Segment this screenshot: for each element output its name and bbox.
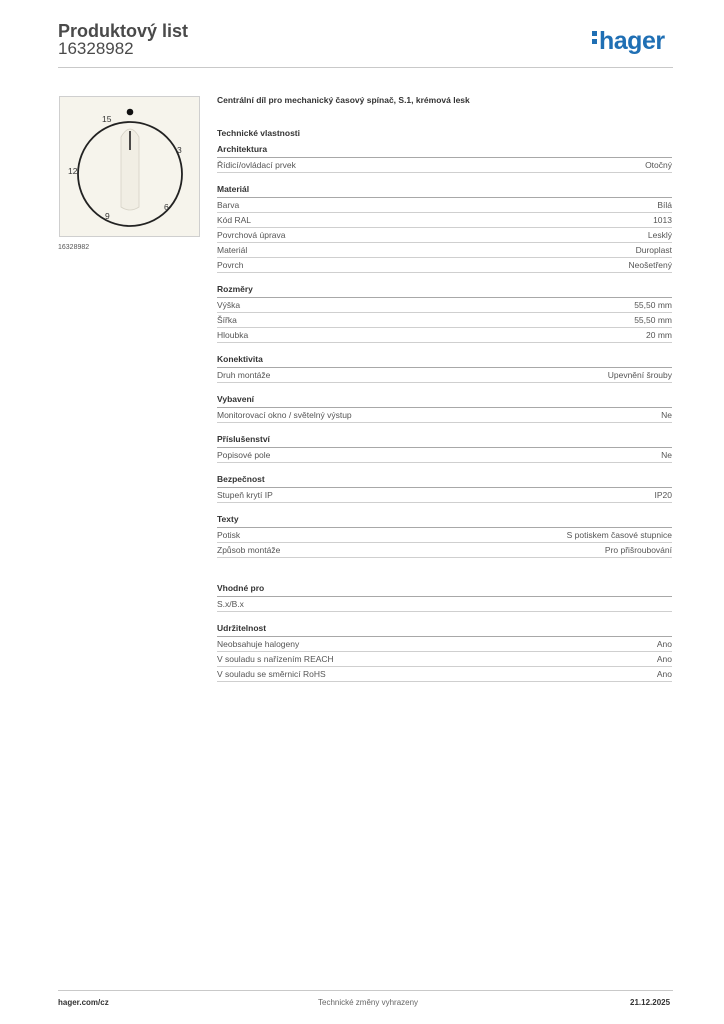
product-image <box>59 96 200 237</box>
spec-value: 55,50 mm <box>634 315 672 325</box>
spec-row <box>217 652 672 667</box>
section-heading: Texty <box>217 514 239 524</box>
spec-label: Povrchová úprava <box>217 230 286 240</box>
section-konektivita <box>217 354 672 383</box>
section-material <box>217 184 672 273</box>
spec-value: Neošetřený <box>628 260 672 270</box>
spec-label: Neobsahuje halogeny <box>217 639 300 649</box>
spec-value: Bílá <box>657 200 672 210</box>
spec-label: Kód RAL <box>217 215 252 225</box>
spec-value: Ano <box>656 654 672 664</box>
spec-value: 55,50 mm <box>634 300 672 310</box>
section-prislusenstvi <box>217 434 672 463</box>
spec-row <box>217 637 672 652</box>
spec-value: Lesklý <box>647 230 672 240</box>
spec-label: Způsob montáže <box>217 545 281 555</box>
spec-label: Monitorovací okno / světelný výstup <box>217 410 352 420</box>
spec-label: V souladu s nařízením REACH <box>217 654 334 664</box>
dial-label-9: 9 <box>105 211 110 221</box>
spec-label: Materiál <box>217 245 248 255</box>
logo-dots-icon <box>592 31 597 44</box>
spec-row <box>217 488 672 503</box>
spec-label: Povrch <box>217 260 244 270</box>
spec-value: Otočný <box>645 160 672 170</box>
spec-content <box>217 95 672 693</box>
spec-row <box>217 198 672 213</box>
spec-row <box>217 213 672 228</box>
timer-dial-illustration <box>60 97 199 236</box>
section-heading: Vhodné pro <box>217 583 265 593</box>
dial-label-3: 3 <box>177 145 182 155</box>
section-bezpecnost <box>217 474 672 503</box>
spec-row <box>217 667 672 682</box>
spec-value: IP20 <box>654 490 672 500</box>
spec-value: Ne <box>661 410 672 420</box>
spec-label: Druh montáže <box>217 370 271 380</box>
section-heading: Příslušenství <box>217 434 270 444</box>
footer-divider <box>58 990 673 991</box>
product-number: 16328982 <box>58 39 134 58</box>
spec-row <box>217 228 672 243</box>
spec-row <box>217 258 672 273</box>
section-architektura <box>217 144 672 173</box>
brand-name: hager <box>599 27 665 55</box>
dial-marker-dot <box>127 109 134 116</box>
spec-row <box>217 597 672 612</box>
section-rozmery <box>217 284 672 343</box>
spec-row <box>217 328 672 343</box>
section-heading: Bezpečnost <box>217 474 265 484</box>
spec-label: Potisk <box>217 530 241 540</box>
section-vhodne-pro <box>217 583 672 612</box>
document-title: Produktový list <box>58 21 189 41</box>
spec-value: Upevnění šrouby <box>607 370 672 380</box>
brand-logo <box>592 27 665 56</box>
section-texty <box>217 514 672 558</box>
section-heading: Rozměry <box>217 284 253 294</box>
spec-value: Ano <box>656 639 672 649</box>
spec-label: Popisové pole <box>217 450 271 460</box>
spec-row <box>217 243 672 258</box>
spec-value: Pro přišroubování <box>604 545 672 555</box>
footer-website-link[interactable]: hager.com/cz <box>58 998 109 1007</box>
spec-label: Výška <box>217 300 241 310</box>
section-udrzitelnost <box>217 623 672 682</box>
tech-properties-heading: Technické vlastnosti <box>217 128 300 138</box>
spec-value: Ano <box>656 669 672 679</box>
spec-value: Ne <box>661 450 672 460</box>
spec-label: V souladu se směrnicí RoHS <box>217 669 326 679</box>
spec-label: Řídicí/ovládací prvek <box>217 160 296 170</box>
spec-row <box>217 528 672 543</box>
spec-row <box>217 298 672 313</box>
spec-value: Duroplast <box>635 245 672 255</box>
spec-row <box>217 448 672 463</box>
header-divider <box>58 67 673 68</box>
spec-label: Hloubka <box>217 330 249 340</box>
dial-label-6: 6 <box>164 202 169 212</box>
spec-label: Barva <box>217 200 240 210</box>
section-heading: Architektura <box>217 144 268 154</box>
section-heading: Materiál <box>217 184 250 194</box>
footer-notice: Technické změny vyhrazeny <box>318 998 419 1007</box>
image-caption: 16328982 <box>58 244 90 251</box>
spec-row <box>217 543 672 558</box>
footer-date: 21.12.2025 <box>630 998 671 1007</box>
product-description: Centrální díl pro mechanický časový spínač, S.1, krémová lesk <box>217 95 470 105</box>
spec-row <box>217 408 672 423</box>
dial-label-15: 15 <box>102 114 112 124</box>
spec-value: S potiskem časové stupnice <box>566 530 672 540</box>
spec-row <box>217 313 672 328</box>
section-heading: Vybavení <box>217 394 255 404</box>
spec-row <box>217 368 672 383</box>
dial-label-12: 12 <box>68 166 78 176</box>
section-heading: Konektivita <box>217 354 263 364</box>
spec-label: Šířka <box>217 315 237 325</box>
spec-label: Stupeň krytí IP <box>217 490 273 500</box>
spec-label: S.x/B.x <box>217 599 244 609</box>
section-heading: Udržitelnost <box>217 623 267 633</box>
spec-row <box>217 158 672 173</box>
section-vybaveni <box>217 394 672 423</box>
spec-value: 20 mm <box>646 330 672 340</box>
spec-value: 1013 <box>653 215 672 225</box>
